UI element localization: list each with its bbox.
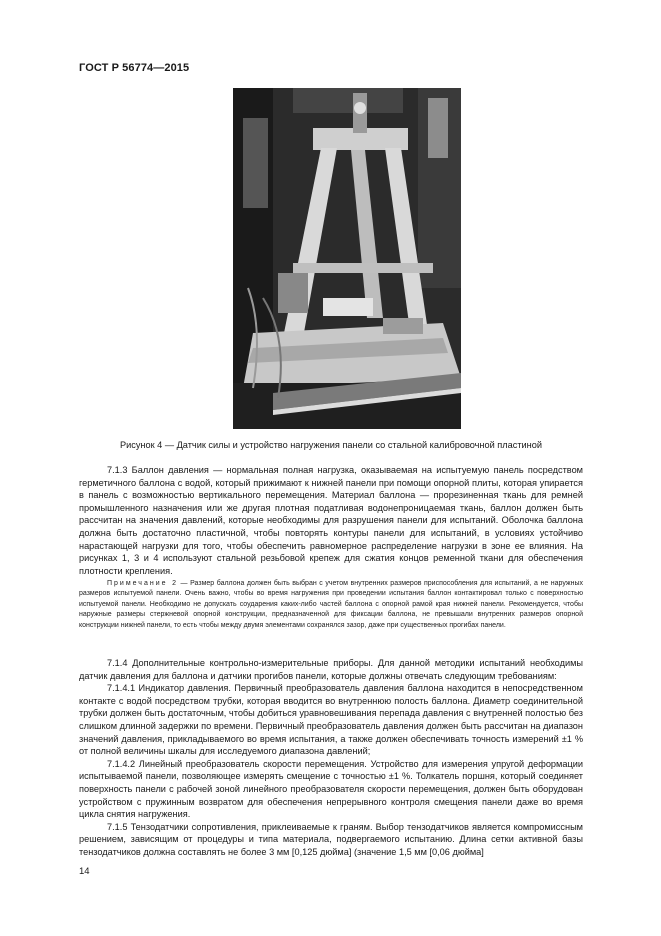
figure-caption: Рисунок 4 — Датчик силы и устройство нагружения панели со стальной калибровочной пластиной: [119, 440, 542, 450]
figure-photo-load-frame: [233, 88, 461, 429]
paragraph-text: 7.1.5 Тензодатчики сопротивления, приклеиваемые к граням. Выбор тензодатчиков является компромиссным решением, зависящим от процедуры и типа материала, подвергаемого испытанию. Длина сетки активной базы тензодатчиков должна составлять не более 3 мм [0,125 дюйма] (значение 1,5 мм [0,06 дюйма]: [79, 821, 583, 857]
photo-illustration: [233, 88, 461, 429]
paragraph-text: 7.1.4.2 Линейный преобразователь скорости перемещения. Устройство для измерения упругой деформации испытываемой панели, позволяющее измерять смещение с точностью ±1 %. Толкатель поршня, который соединяет поверхность панели с рабочей зоной линейного преобразователя скорости перемещения, должен быть оборудован устройством с пружинным возвратом для обеспечения непрерывного контроля смещения панели даже во время цикла снятия нагружения.: [79, 758, 583, 820]
paragraph-7-1-3: [79, 464, 583, 577]
paragraph-text: 7.1.4 Дополнительные контрольно-измерительные приборы. Для данной методики испытаний необходимы датчик давления для баллона и датчики прогибов панели, которые должны отвечать следующим требованиям:: [79, 658, 583, 681]
document-header: ГОСТ Р 56774—2015: [79, 62, 190, 74]
note-body: — Размер баллона должен быть выбран с учетом внутренних размеров приспособления для испытаний, а не наружных размеров испытуемой панели. Очень важно, чтобы во время нагружения при проведении испытания баллон контактировал только с поверхностью испытуемой панели. Необходимо не допускать соударения каких-либо частей баллона с опорной рамой края нижней панели. Рекомендуется, чтобы наружные размеры стержневой опорной конструкции, предназначенной для фиксации баллона, не превышали внутренних размеров опорной конструкции нижней панели, то есть чтобы между двумя элементами сохранялся зазор, даже при существенных прогибах панели.: [79, 580, 584, 629]
paragraph-text: 7.1.4.1 Индикатор давления. Первичный преобразователь давления баллона находится в непосредственном контакте с водой посредством трубки, которая вводится во внутреннюю полость баллона. Диаметр соединительной трубки должен быть достаточным, чтобы добиться уравновешивания перепада давления с внутренней полостью без слишком длинной задержки по времени. Первичный преобразователь давления должен быть рассчитан на диапазон значений давления, прикладываемого во время испытания, а также должен обеспечивать точность измерений ±1 % от полной величины шкалы для исследуемого диапазона давлений;: [79, 683, 583, 757]
note-2: [79, 579, 583, 631]
paragraph-7-1-4: [79, 657, 583, 859]
note-label: Примечание 2: [107, 580, 178, 587]
paragraph-text: 7.1.3 Баллон давления — нормальная полная нагрузка, оказываемая на испытуемую панель посредством герметичного баллона с водой, который прижимают к нижней панели при помощи опорной плиты, которая упирается в панель с возможностью вертикального перемещения. Материал баллона — прорезиненная ткань для ремней промышленного назначения или же другая плотная податливая водонепроницаемая ткань, баллон должен быть рассчитан на значения давлений, которые необходимы для разрушения панели для испытаний. Оболочка баллона должна быть достаточно пластичной, чтобы повторять контуры панели для испытаний, в условиях устойчиво нарастающей нагрузки для того, чтобы обеспечить равномерное распределение нагрузки в зоне ее влияния. На рисунках 1, 3 и 4 используют стальной резьбовой крепеж для сжатия концов ременной ткани для обеспечения плотности крепления.: [79, 465, 583, 576]
page-number: 14: [79, 866, 90, 877]
